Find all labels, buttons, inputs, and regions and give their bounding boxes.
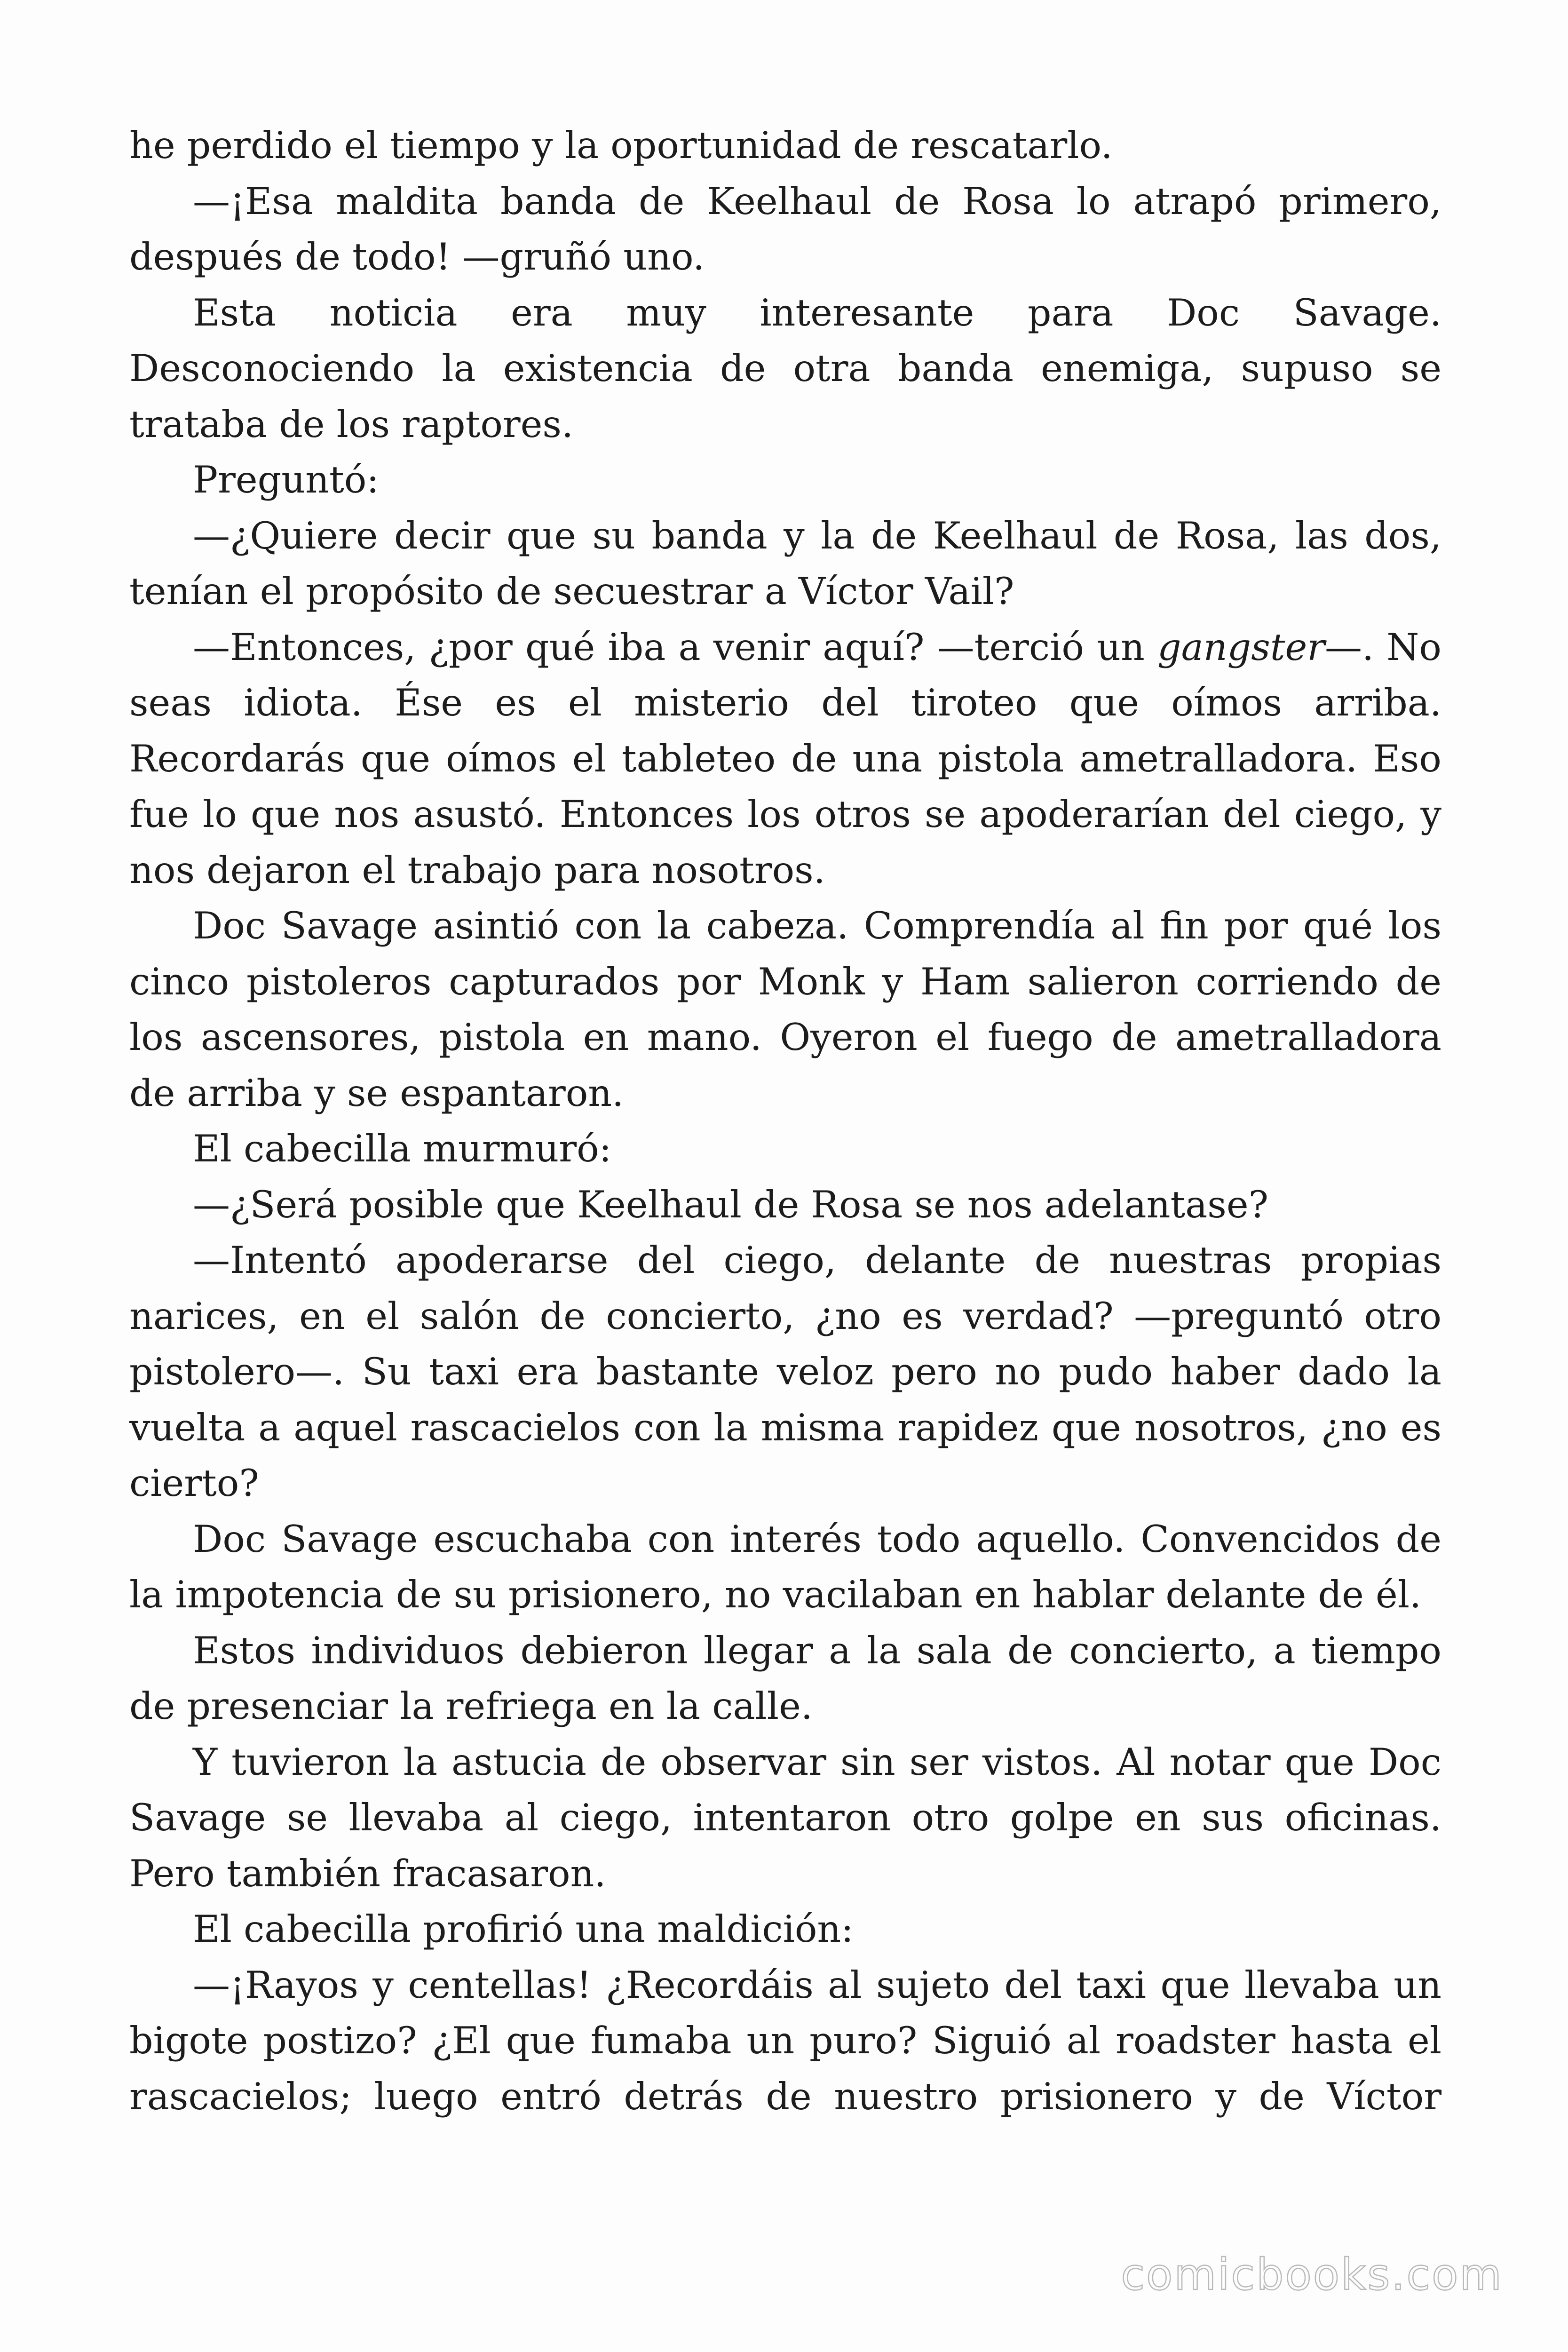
paragraph-15: —¡Rayos y centellas! ¿Recordáis al sujeto del taxi que llevaba un bigote postizo? ¿El que fumaba un puro? Siguió al roadster hasta el rascacielos; luego entró detrás de nuestro prisionero y de Víctor — [129, 1963, 1441, 2118]
paragraph-13: Y tuvieron la astucia de observar sin ser vistos. Al notar que Doc Savage se llevaba al ciego, intentaron otro golpe en sus oficinas. Pero también fracasaron. — [129, 1740, 1441, 1895]
paragraph-6-start: —Entonces, ¿por qué iba a venir aquí? —terció un — [193, 625, 1158, 669]
paragraph-10: —Intentó apoderarse del ciego, delante de nuestras propias narices, en el salón de concierto, ¿no es verdad? —preguntó otro pistolero—. Su taxi era bastante veloz pero no pudo haber dado la vuelta a aquel rascacielos con la misma rapidez que nosotros, ¿no es cierto? — [129, 1239, 1441, 1505]
paragraph-2: —¡Esa maldita banda de Keelhaul de Rosa lo atrapó primero, después de todo! —gruñó uno. — [129, 179, 1441, 278]
paragraph-7: Doc Savage asintió con la cabeza. Comprendía al fin por qué los cinco pistoleros capturados por Monk y Ham salieron corriendo de los ascensores, pistola en mano. Oyeron el fuego de ametralladora de arriba y se espantaron. — [129, 904, 1441, 1115]
paragraph-6 — [129, 620, 1441, 898]
paragraph-4: Preguntó: — [193, 458, 379, 501]
paragraph-14: El cabecilla profirió una maldición: — [193, 1907, 854, 1951]
paragraph-8: El cabecilla murmuró: — [193, 1127, 612, 1170]
paragraph-11: Doc Savage escuchaba con interés todo aquello. Convencidos de la impotencia de su prisionero, no vacilaban en hablar delante de él. — [129, 1517, 1441, 1616]
paragraph-3: Esta noticia era muy interesante para Doc Savage. Desconociendo la existencia de otra banda enemiga, supuso se trataba de los raptores. — [129, 291, 1441, 446]
paragraph-6-end: —. No seas idiota. Ése es el misterio del tiroteo que oímos arriba. Recordarás que oímos el tableteo de una pistola ametralladora. Eso fue lo que nos asustó. Entonces los otros se apoderarían del ciego, y nos dejaron el trabajo para nosotros. — [129, 625, 1441, 892]
paragraph-12: Estos individuos debieron llegar a la sala de concierto, a tiempo de presenciar la refriega en la calle. — [129, 1629, 1441, 1728]
watermark: comicbooks.com — [1121, 2249, 1503, 2300]
book-page — [129, 118, 1441, 2124]
paragraph-5: —¿Quiere decir que su banda y la de Keelhaul de Rosa, las dos, tenían el propósito de secuestrar a Víctor Vail? — [129, 514, 1441, 613]
paragraph-1: he perdido el tiempo y la oportunidad de rescatarlo. — [129, 124, 1113, 167]
paragraph-6-emphasis: gangster — [1157, 625, 1325, 669]
paragraph-9: —¿Será posible que Keelhaul de Rosa se nos adelantase? — [193, 1183, 1268, 1226]
